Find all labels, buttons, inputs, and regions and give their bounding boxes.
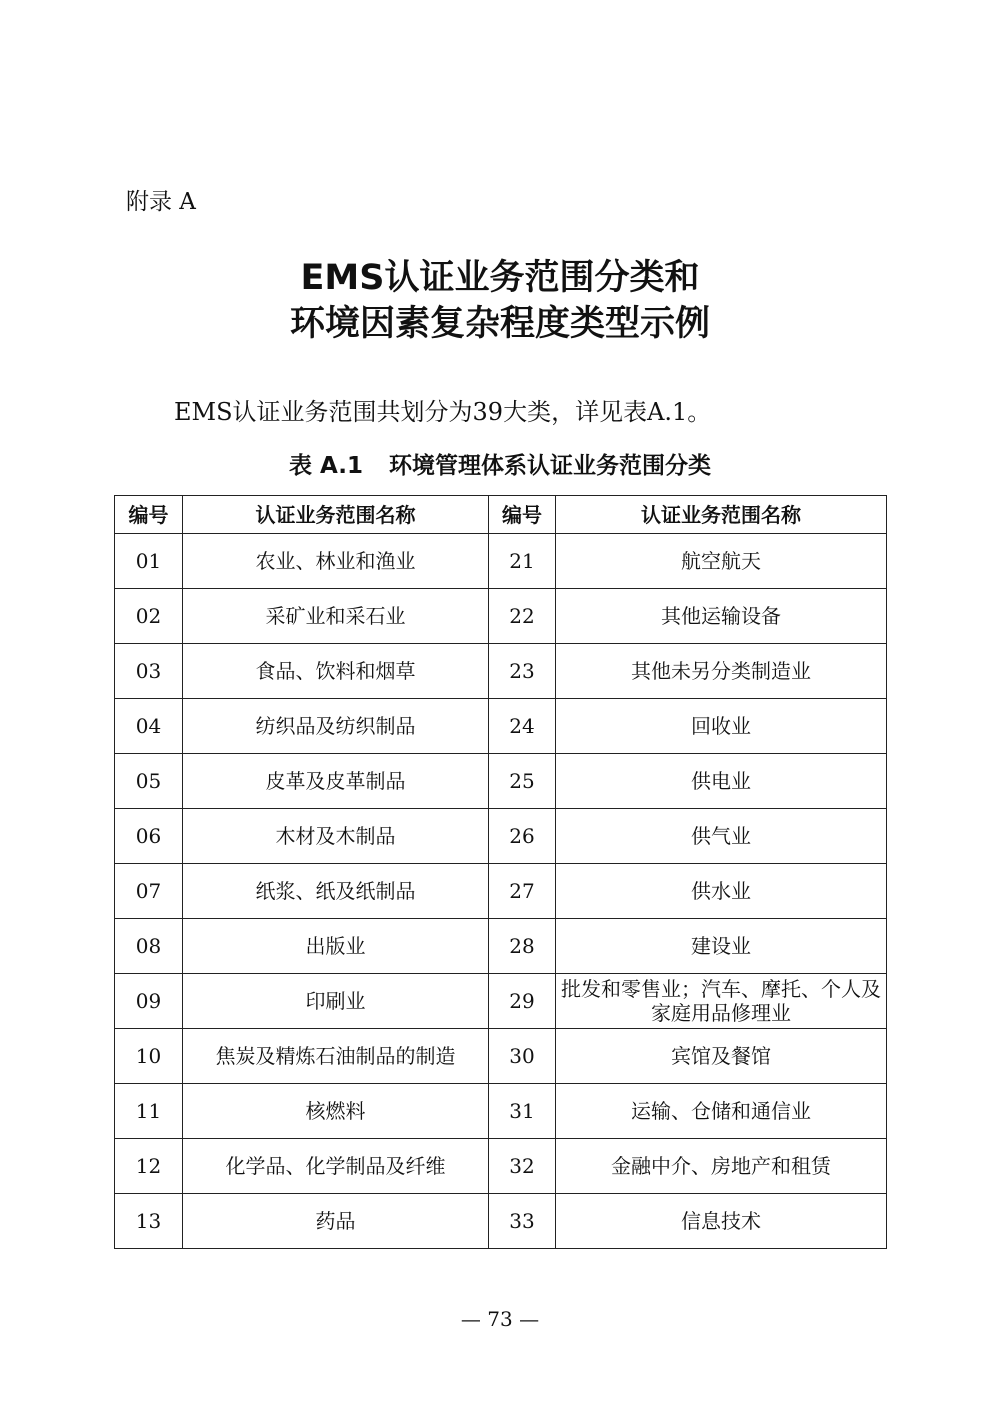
scope-name: 其他运输设备: [556, 589, 887, 644]
header-code-left: 编号: [115, 496, 183, 534]
table-caption-number: 表 A.1: [289, 453, 363, 479]
scope-name: 回收业: [556, 699, 887, 754]
appendix-label: 附录 A: [126, 189, 196, 215]
scope-code: 31: [489, 1084, 556, 1139]
scope-code: 07: [115, 864, 183, 919]
table-row: [115, 1029, 887, 1084]
title-line-2: 环境因素复杂程度类型示例: [289, 304, 710, 344]
intro-paragraph: EMS认证业务范围共划分为39大类，详见表A.1。: [174, 398, 712, 426]
scope-name: 采矿业和采石业: [183, 589, 489, 644]
scope-code: 21: [489, 534, 556, 589]
scope-name: 金融中介、房地产和租赁: [556, 1139, 887, 1194]
header-name-right: 认证业务范围名称: [556, 496, 887, 534]
scope-name: 核燃料: [183, 1084, 489, 1139]
scope-name: 木材及木制品: [183, 809, 489, 864]
scope-name: 食品、饮料和烟草: [183, 644, 489, 699]
scope-name: 出版业: [183, 919, 489, 974]
scope-name: 纸浆、纸及纸制品: [183, 864, 489, 919]
table-row: [115, 699, 887, 754]
table-row: [115, 589, 887, 644]
scope-name: 其他未另分类制造业: [556, 644, 887, 699]
table-body: [115, 534, 887, 1249]
table-header-row: [115, 496, 887, 534]
scope-name: 印刷业: [183, 974, 489, 1029]
table-row: [115, 809, 887, 864]
header-code-right: 编号: [489, 496, 556, 534]
scope-name: 建设业: [556, 919, 887, 974]
scope-code: 29: [489, 974, 556, 1029]
scope-code: 06: [115, 809, 183, 864]
table-row: [115, 864, 887, 919]
scope-name: 药品: [183, 1194, 489, 1249]
title-line-1: EMS认证业务范围分类和: [300, 258, 700, 298]
page-number: — 73 —: [460, 1307, 540, 1331]
scope-name: 纺织品及纺织制品: [183, 699, 489, 754]
table-row: [115, 754, 887, 809]
scope-code: 24: [489, 699, 556, 754]
table-caption: [0, 447, 1000, 480]
scope-name: 航空航天: [556, 534, 887, 589]
scope-code: 11: [115, 1084, 183, 1139]
scope-code: 26: [489, 809, 556, 864]
scope-name: 宾馆及餐馆: [556, 1029, 887, 1084]
table-row: [115, 534, 887, 589]
scope-code: 10: [115, 1029, 183, 1084]
scope-code: 32: [489, 1139, 556, 1194]
scope-code: 03: [115, 644, 183, 699]
scope-name: 供气业: [556, 809, 887, 864]
scope-name: 焦炭及精炼石油制品的制造: [183, 1029, 489, 1084]
scope-name: 农业、林业和渔业: [183, 534, 489, 589]
scope-code: 13: [115, 1194, 183, 1249]
scope-code: 12: [115, 1139, 183, 1194]
table-row: [115, 919, 887, 974]
scope-code: 25: [489, 754, 556, 809]
scope-name: 信息技术: [556, 1194, 887, 1249]
scope-code: 22: [489, 589, 556, 644]
scope-name: 供电业: [556, 754, 887, 809]
scope-code: 23: [489, 644, 556, 699]
document-title: [0, 255, 1000, 347]
table-caption-text: 环境管理体系认证业务范围分类: [388, 453, 711, 479]
table-row: [115, 1194, 887, 1249]
scope-table: [114, 495, 887, 1249]
table-row: [115, 1084, 887, 1139]
scope-code: 04: [115, 699, 183, 754]
scope-code: 02: [115, 589, 183, 644]
header-name-left: 认证业务范围名称: [183, 496, 489, 534]
scope-name: 供水业: [556, 864, 887, 919]
scope-code: 27: [489, 864, 556, 919]
scope-name: 皮革及皮革制品: [183, 754, 489, 809]
scope-code: 33: [489, 1194, 556, 1249]
scope-name: 批发和零售业；汽车、摩托、个人及家庭用品修理业: [556, 974, 887, 1029]
scope-code: 30: [489, 1029, 556, 1084]
scope-code: 05: [115, 754, 183, 809]
table-row: [115, 1139, 887, 1194]
scope-name: 化学品、化学制品及纤维: [183, 1139, 489, 1194]
scope-code: 09: [115, 974, 183, 1029]
table-row: [115, 974, 887, 1029]
scope-code: 01: [115, 534, 183, 589]
scope-code: 08: [115, 919, 183, 974]
scope-code: 28: [489, 919, 556, 974]
table-row: [115, 644, 887, 699]
scope-name: 运输、仓储和通信业: [556, 1084, 887, 1139]
